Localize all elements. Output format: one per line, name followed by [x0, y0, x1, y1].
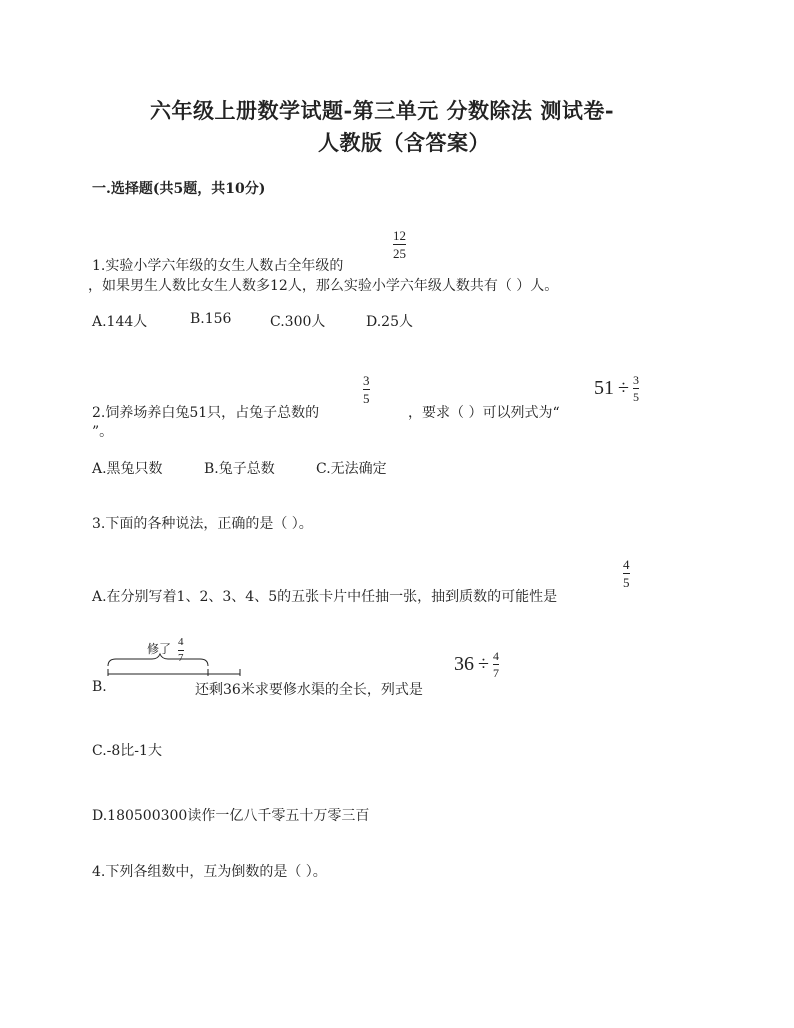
- question-1-option-c: C.300人: [270, 314, 326, 330]
- fraction-bar: [363, 389, 370, 390]
- question-2-fraction: [363, 374, 370, 405]
- fraction-bar: [493, 664, 499, 665]
- question-1-text-b: ，如果男生人数比女生人数多12人，那么实验小学六年级人数共有（ ）人。: [88, 278, 559, 294]
- question-3-option-a: A.在分别写着1、2、3、4、5的五张卡片中任抽一张，抽到质数的可能性是: [92, 589, 558, 605]
- canal-diagram-label: 修了: [147, 642, 172, 656]
- canal-diagram: [104, 652, 244, 680]
- page-title-line2: 人教版（含答案）: [318, 130, 490, 155]
- fraction-denominator: 7: [178, 652, 184, 664]
- fraction-numerator: 4: [178, 636, 184, 648]
- question-4-text: 4.下列各组数中，互为倒数的是（ ）。: [92, 864, 327, 880]
- fraction-numerator: 3: [363, 373, 370, 388]
- division-sign: ÷: [478, 653, 489, 675]
- question-2-text-a: 2.饲养场养白兔51只，占兔子总数的: [92, 405, 320, 421]
- fraction-denominator: 25: [393, 246, 406, 261]
- question-2-option-b: B.兔子总数: [204, 461, 275, 477]
- page-title-line1: 六年级上册数学试题-第三单元 分数除法 测试卷-: [150, 98, 615, 123]
- question-2-text-c: ”。: [92, 424, 114, 440]
- fraction-denominator: 5: [363, 391, 370, 406]
- question-3-option-c: C.-8比-1大: [92, 743, 162, 759]
- canal-diagram-brace: [108, 654, 208, 666]
- question-3-text: 3.下面的各种说法，正确的是（ ）。: [92, 516, 313, 532]
- question-3-option-b-text: 还剩36米求要修水渠的全长，列式是: [195, 682, 423, 698]
- question-3-option-b-expression: [454, 650, 499, 679]
- expression-dividend: 36: [454, 653, 474, 675]
- division-sign: ÷: [618, 377, 629, 399]
- question-3-option-d: D.180500300读作一亿八千零五十万零三百: [92, 808, 370, 824]
- question-1-text-a: 1.实验小学六年级的女生人数占全年级的: [92, 258, 344, 274]
- question-1-option-b: B.156: [190, 311, 232, 327]
- question-1-fraction: [393, 229, 406, 260]
- question-1-option-d: D.25人: [366, 314, 413, 330]
- fraction-numerator: 12: [393, 228, 406, 243]
- question-3-option-a-fraction: [623, 558, 630, 589]
- question-1-option-a: A.144人: [92, 314, 148, 330]
- expression-fraction: [493, 650, 499, 679]
- fraction-numerator: 4: [623, 557, 630, 572]
- question-2-option-a: A.黑兔只数: [92, 461, 163, 477]
- question-3-option-b-label: B.: [92, 679, 107, 695]
- fraction-bar: [623, 573, 630, 574]
- question-2-expression: [594, 374, 639, 403]
- fraction-denominator: 5: [632, 390, 639, 404]
- fraction-denominator: 7: [492, 666, 499, 680]
- fraction-numerator: 3: [632, 373, 639, 387]
- section-heading: 一.选择题(共5题，共10分): [92, 181, 266, 197]
- fraction-numerator: 4: [492, 649, 499, 663]
- fraction-denominator: 5: [623, 575, 630, 590]
- question-2-text-b: ，要求（ ）可以列式为“: [408, 405, 560, 421]
- expression-dividend: 51: [594, 377, 614, 399]
- expression-fraction: [633, 374, 639, 403]
- fraction-bar: [178, 650, 184, 651]
- fraction-bar: [633, 388, 639, 389]
- fraction-bar: [393, 244, 406, 245]
- question-2-option-c: C.无法确定: [316, 461, 387, 477]
